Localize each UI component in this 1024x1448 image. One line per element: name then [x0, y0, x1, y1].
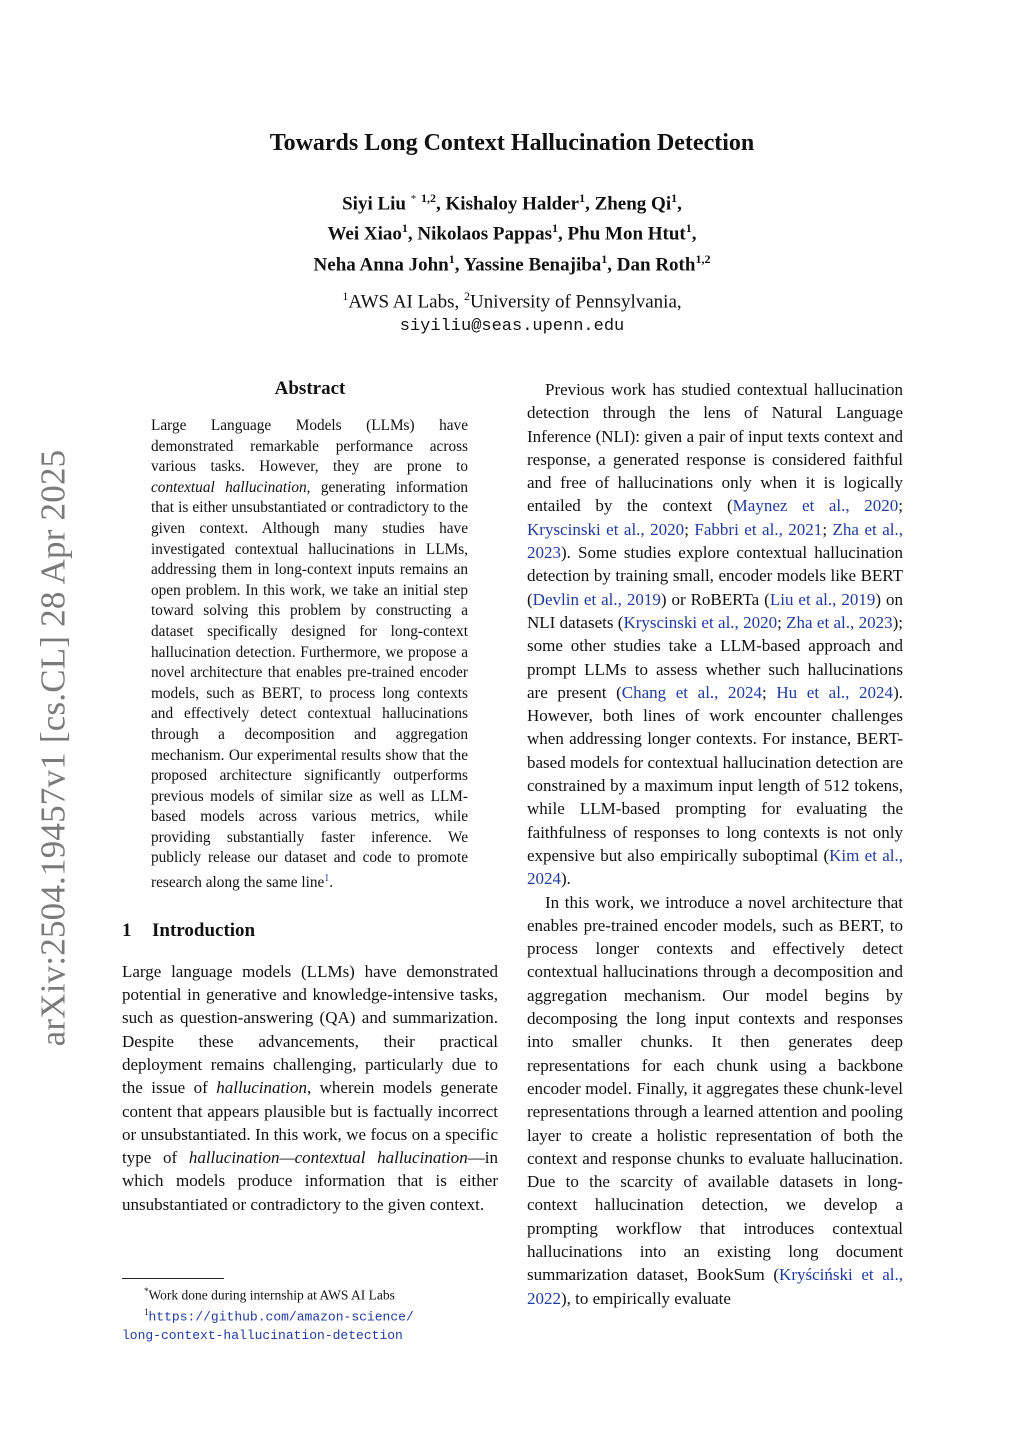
affiliation-aws: AWS AI Labs,	[348, 291, 460, 313]
right-column	[527, 378, 903, 1310]
footnote-mark: 1	[144, 1307, 149, 1317]
author-affiliation-mark: 1	[552, 221, 559, 236]
author-line-1: Siyi Liu * $^{1,2}$, Kishaloy Halder$^1$, Zheng Qi$^1$,	[342, 191, 682, 215]
affiliation-mark: 1	[342, 289, 349, 303]
paragraph-text: ). However, both lines of work encounter challenges when addressing longer contexts. For instance, BERT-based models for contextual hallucination detection are constrained by a maximum input length of 512 tokens, while LLM-based prompting for evaluating the faithfulness of responses to long contexts is not only expensive but also empirically suboptimal (	[527, 682, 903, 865]
paragraph-text: ); some other studies take a LLM-based approach and prompt LLMs to assess whether such hallucinations are present (	[527, 612, 903, 702]
repo-url-line-2[interactable]: long-context-hallucination-detection	[122, 1328, 403, 1343]
footnote-internship	[122, 1283, 498, 1304]
citation-link[interactable]: Fabbri et al., 2021	[694, 519, 823, 539]
author-name: Neha Anna John	[313, 253, 449, 275]
author-name: Dan Roth	[616, 253, 696, 275]
citation-link[interactable]: Kim et al., 2024	[527, 845, 903, 889]
paragraph-text: ) or RoBERTa (	[660, 589, 770, 609]
intro-paragraph-3	[527, 891, 903, 1310]
contact-email[interactable]: siyiliu@seas.upenn.edu	[399, 317, 625, 337]
author-name: Zheng Qi	[594, 193, 672, 215]
author-name: Phu Mon Htut	[567, 223, 686, 245]
footnote-text: Work done during internship at AWS AI Labs	[148, 1287, 395, 1303]
footnote-link[interactable]: 1	[324, 873, 330, 885]
abstract-body	[151, 416, 468, 894]
abstract-text: , generating information that is either unsubstantiated or contradictory to the given context. Although many studies have investigated contextual hallucinations in LLMs, addressing them in long-context inputs remains an open problem. In this work, we take an initial step toward solving this problem by constructing a dataset specifically designed for long-context hallucination detection. Furthermore, we propose a novel architecture that enables pre-trained encoder models, such as BERT, to process long contexts and effectively detect contextual hallucinations through a decomposition and aggregation mechanism. Our experimental results show that the proposed architecture significantly outperforms previous models of similar size as well as LLM-based models across various metrics, while providing substantially faster inference. We publicly release our dataset and code to promote research along the same line	[151, 478, 469, 892]
citation-link[interactable]: Kryscinski et al., 2020	[527, 519, 685, 539]
author-line-3: Neha Anna John$^1$, Yassine Benajiba$^1$, Dan Roth$^{1,2}$	[313, 251, 711, 275]
author-affiliation-mark: 1	[671, 191, 678, 205]
citation-link[interactable]: Kryscinski et al., 2020	[623, 612, 778, 632]
paragraph-text: ).	[561, 869, 571, 889]
citation-link[interactable]: Zha et al., 2023	[786, 612, 893, 632]
arxiv-identifier: arXiv:2504.19457v1 [cs.CL] 28 Apr 2025	[33, 449, 72, 1047]
affiliation-upenn: University of Pennsylvania,	[470, 291, 682, 313]
author-name: Yassine Benajiba	[463, 253, 602, 275]
intro-paragraph-1	[122, 960, 498, 1216]
author-note-mark: *	[410, 193, 417, 205]
left-column	[122, 378, 498, 1216]
author-name: Kishaloy Halder	[445, 193, 580, 215]
affiliation-mark: 2	[464, 289, 471, 303]
citation-separator: ;	[684, 519, 695, 539]
paper-title: Towards Long Context Hallucination Detection	[269, 130, 755, 156]
citation-separator: ;	[898, 496, 903, 516]
paragraph-text: In this work, we introduce a novel architecture that enables pre-trained encoder models, such as BERT, to process longer contexts and effectively detect contextual hallucinations through a decomposition and aggregation mechanism. Our model begins by decomposing the long input contexts and responses into smaller chunks. It then generates deep representations for each chunk using a backbone encoder model. Finally, it aggregates these chunk-level representations through a learned attention and pooling layer to create a holistic representation of both the context and response chunks to evaluate hallucination. Due to the scarcity of available datasets in long-context hallucination detection, we develop a prompting workflow that introduces contextual hallucinations into an existing long document summarization dataset, BookSum (	[527, 892, 903, 1285]
author-name: Nikolaos Pappas	[417, 223, 553, 245]
author-affiliation-mark: 1	[685, 221, 692, 236]
paragraph-emphasis: hallucination	[216, 1078, 307, 1098]
author-line-2: Wei Xiao$^1$, Nikolaos Pappas$^1$, Phu Mon Htut$^1$,	[327, 221, 697, 245]
paragraph-text: Large language models (LLMs) have demonstrated potential in generative and knowledge-intensive tasks, such as question-answering (QA) and summarization. Despite these advancements, their practical deployment remains challenging, particularly due to the issue of	[122, 961, 498, 1098]
abstract-text: Large Language Models (LLMs) have demonstrated remarkable performance across various tasks. However, they are prone to	[151, 417, 468, 476]
author-name: Siyi Liu	[342, 193, 407, 215]
author-affiliation-mark: 1	[601, 251, 608, 266]
repo-url-line-1[interactable]: https://github.com/amazon-science/	[148, 1309, 414, 1325]
citation-separator: ;	[777, 612, 787, 632]
footnotes	[122, 1278, 498, 1345]
author-affiliation-mark: 1,2	[421, 191, 437, 205]
paragraph-text: ). Some studies explore contextual hallucination detection by training small, encoder models like BERT (	[527, 543, 903, 609]
section-title: Introduction	[152, 919, 256, 941]
abstract-end: .	[329, 874, 334, 892]
citation-link[interactable]: Devlin et al., 2019	[532, 589, 661, 609]
paragraph-text: ), to empirically evaluate	[561, 1288, 731, 1308]
paragraph-text: , wherein models generate content that appears plausible but is factually incorrect or unsubstantiated. In this work, we focus on a specific type of	[122, 1078, 498, 1168]
paragraph-text: Previous work has studied contextual hallucination detection through the lens of Natural Language Inference (NLI): given a pair of input texts context and response, a generated response is considered faithful and free of hallucinations only when it is logically entailed by the context (	[527, 380, 903, 516]
abstract-emphasis: contextual hallucination	[151, 478, 307, 496]
footnote-url	[122, 1304, 498, 1326]
citation-separator: ;	[762, 682, 777, 702]
footnote-mark: *	[144, 1286, 149, 1296]
affiliations	[0, 284, 1024, 339]
author-list	[0, 186, 1024, 277]
arxiv-sidebar	[14, 448, 92, 1048]
intro-paragraph-2	[527, 378, 903, 891]
paragraph-emphasis: hallucination—contextual hallucination	[188, 1148, 468, 1168]
footnote-rule	[122, 1278, 224, 1279]
paragraph-text: ) on NLI datasets (	[527, 589, 903, 632]
section-heading-introduction	[122, 920, 498, 942]
citation-link[interactable]: Maynez et al., 2020	[732, 496, 899, 516]
citation-link[interactable]: Kryściński et al., 2022	[527, 1265, 904, 1308]
abstract-heading: Abstract	[274, 378, 346, 399]
author-affiliation-mark: 1	[448, 251, 455, 266]
author-name: Wei Xiao	[327, 223, 402, 245]
citation-link[interactable]: Hu et al., 2024	[776, 682, 894, 702]
footnote-url-cont	[122, 1326, 498, 1345]
citation-link[interactable]: Chang et al., 2024	[621, 682, 763, 702]
section-number: 1	[122, 919, 132, 941]
citation-separator: ;	[822, 519, 833, 539]
author-affiliation-mark: 1	[401, 221, 408, 236]
paragraph-text: —in which models produce information that is either unsubstantiated or contradictory to the given context.	[122, 1148, 498, 1214]
citation-link[interactable]: Liu et al., 2019	[769, 589, 876, 609]
citation-link[interactable]: Zha et al., 2023	[527, 519, 903, 563]
author-affiliation-mark: 1,2	[695, 251, 711, 266]
affiliation-line	[0, 284, 1024, 314]
author-affiliation-mark: 1	[579, 191, 586, 205]
